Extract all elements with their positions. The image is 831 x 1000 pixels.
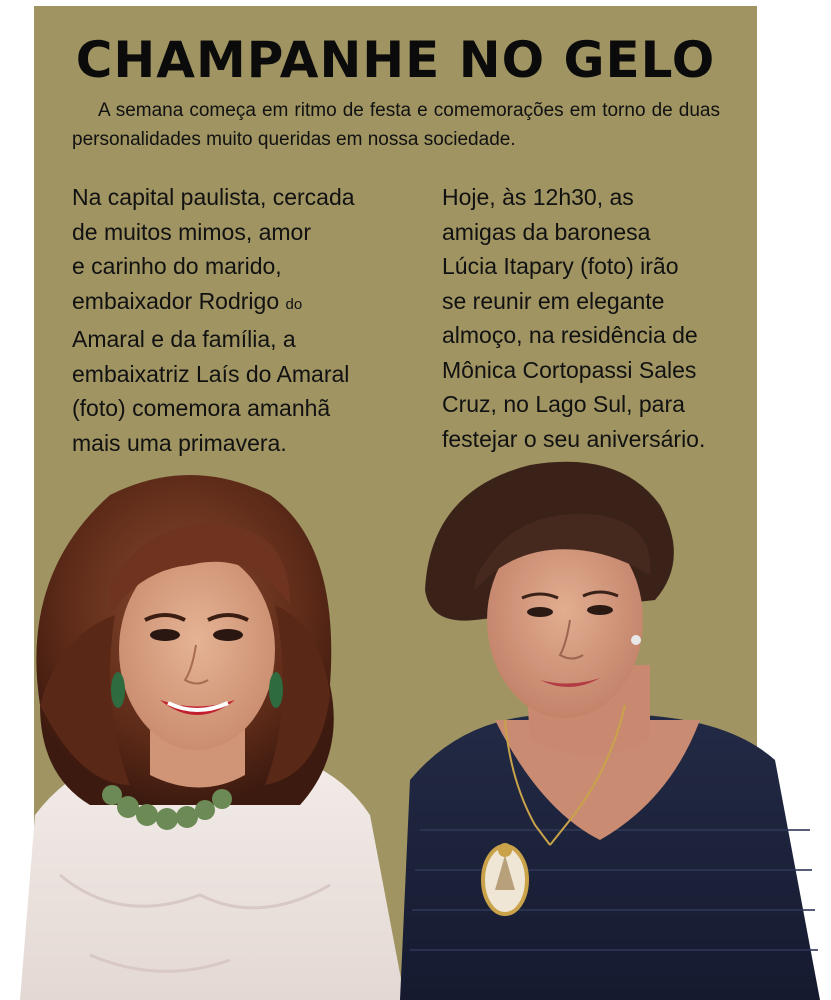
headline: CHAMPANHE NO GELO <box>75 31 716 89</box>
right-portrait-photo <box>400 450 831 1000</box>
left-column-small-word: do <box>285 295 303 313</box>
lead-paragraph: A semana começa em ritmo de festa e comemorações em torno de duas personalidades muito queridas em nossa sociedade. <box>72 100 720 150</box>
left-column-text <box>72 180 402 460</box>
left-column-part2: Amaral e da família, a embaixatriz Laís do Amaral (foto) comemora amanhã mais uma primavera. <box>72 326 350 456</box>
left-column-part1: Na capital paulista, cercada de muitos mimos, amor e carinho do marido, embaixador Rodrigo <box>72 184 355 314</box>
left-portrait-photo <box>0 455 415 1000</box>
right-column-text: Hoje, às 12h30, as amigas da baronesa Lúcia Itapary (foto) irão se reunir em elegante almoço, na residência de Mônica Cortopassi Sales Cruz, no Lago Sul, para festejar o seu aniversário. <box>442 184 706 452</box>
